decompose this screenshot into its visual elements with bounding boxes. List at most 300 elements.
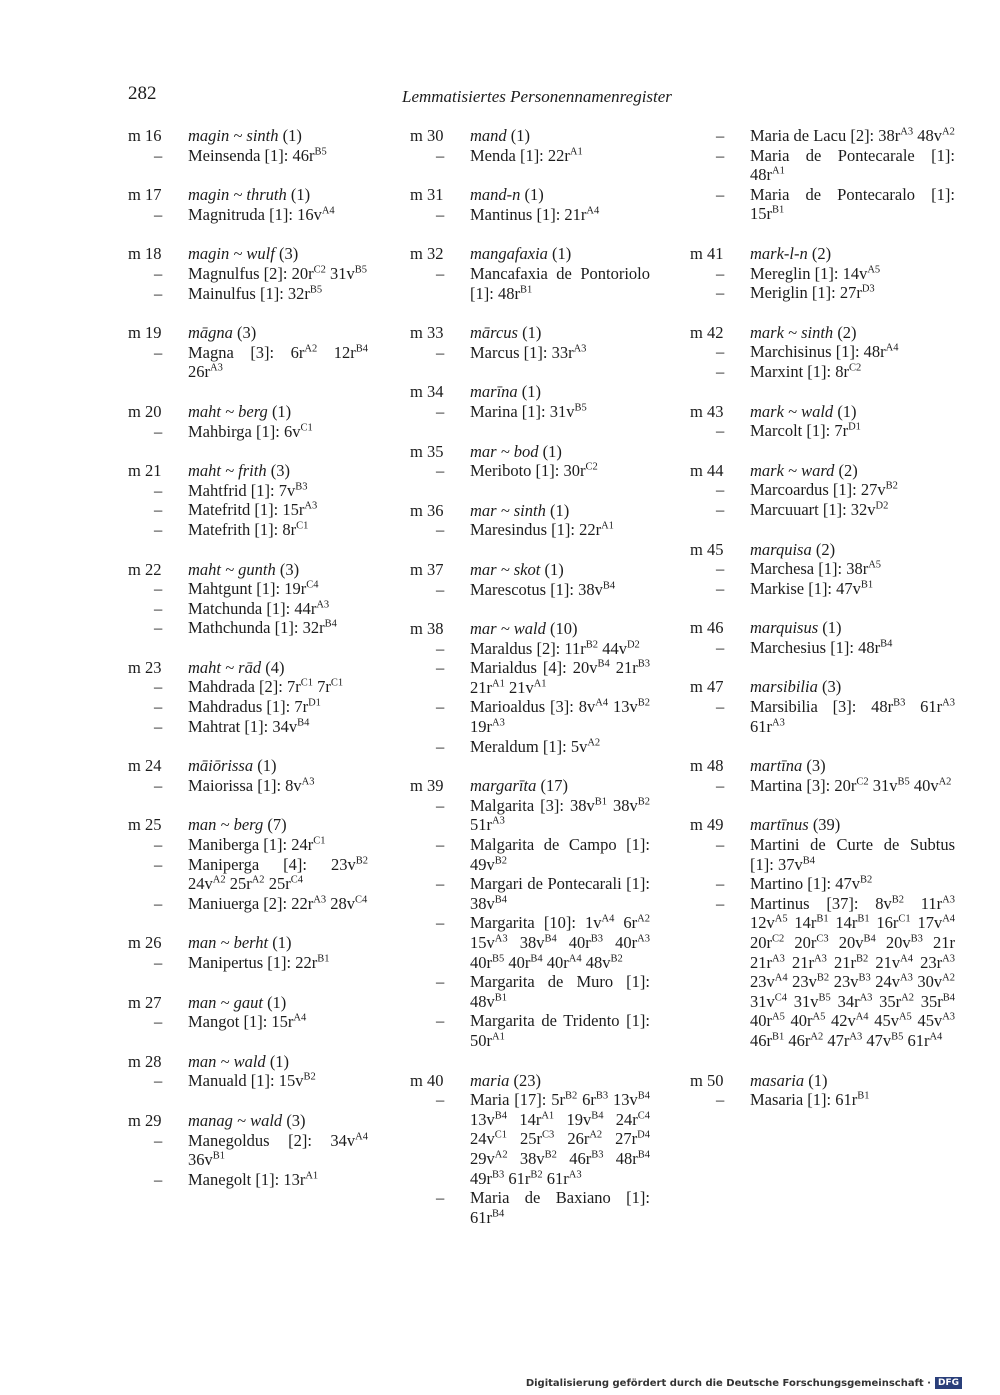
entry-lemma: mar ~ bod — [470, 441, 539, 461]
dash-marker: – — [154, 263, 163, 283]
dash-marker: – — [716, 145, 725, 165]
entry-form — [690, 283, 955, 303]
entry-count: (10) — [549, 619, 578, 639]
dash-marker: – — [154, 893, 163, 913]
index-entry — [690, 677, 955, 736]
dash-marker: – — [716, 578, 725, 598]
entry-count: (1) — [822, 618, 842, 638]
form-text: Maria de Lacu [2]: $38r^{A3}$ $48v^{A2}$ — [750, 126, 955, 145]
entry-lemma: māiōrissa — [188, 756, 254, 776]
entry-head — [128, 402, 368, 422]
index-entry — [410, 126, 650, 165]
entry-form — [410, 972, 650, 1011]
dash-marker: – — [154, 579, 163, 599]
entry-code: m 31 — [410, 185, 444, 205]
entry-form — [128, 953, 368, 973]
entry-head — [410, 776, 650, 796]
index-entry — [128, 323, 368, 382]
entry-lemma: maht ~ berg — [188, 401, 268, 421]
entry-form — [128, 1131, 368, 1170]
entry-code: m 26 — [128, 933, 162, 953]
entry-head — [128, 323, 368, 343]
form-text: Martini de Curte de Subtus [1]: $37v^{B4}$ — [750, 835, 955, 874]
entry-lemma: mar ~ sinth — [470, 500, 546, 520]
entry-count: (1) — [290, 185, 311, 205]
dash-marker: – — [154, 500, 163, 520]
entry-code: m 50 — [690, 1070, 724, 1090]
entry-head — [128, 756, 368, 776]
dash-marker: – — [716, 263, 725, 283]
entry-code: m 30 — [410, 126, 444, 145]
form-text: Matefrith [1]: $8r^{C1}$ — [188, 519, 309, 539]
entry-count: (2) — [837, 322, 857, 342]
dash-marker: – — [436, 736, 445, 756]
form-text: Maniuerga [2]: $22r^{A3}$ $28v^{C4}$ — [188, 893, 368, 913]
dash-marker: – — [154, 697, 163, 717]
dash-marker: – — [154, 835, 163, 855]
form-text: Marsibilia [3]: $48r^{B3}$ $61r^{A3}$ $61r^{A3}$ — [750, 697, 955, 736]
entry-head — [128, 1111, 368, 1131]
entry-head — [410, 560, 650, 580]
entry-form — [690, 894, 955, 1051]
entry-count: (1) — [808, 1070, 828, 1090]
form-text: Magnulfus [2]: $20r^{C2}$ $31v^{B5}$ — [188, 263, 367, 283]
form-text: Marchesa [1]: $38r^{A5}$ — [750, 559, 882, 579]
dash-marker: – — [154, 598, 163, 618]
form-text: Mantinus [1]: $21r^{A4}$ — [470, 204, 600, 224]
index-column-3 — [690, 126, 955, 1130]
index-entry — [410, 776, 650, 1050]
dash-marker: – — [154, 204, 163, 224]
entry-head — [410, 185, 650, 205]
index-entry — [128, 658, 368, 736]
form-text: Martino [1]: $47v^{B2}$ — [750, 874, 873, 894]
entry-code: m 17 — [128, 185, 162, 205]
dash-marker: – — [716, 421, 725, 441]
entry-form — [410, 520, 650, 540]
entry-form — [410, 639, 650, 659]
form-text: Matchunda [1]: $44r^{A3}$ — [188, 598, 330, 618]
entry-code: m 38 — [410, 619, 444, 639]
form-text: Masaria [1]: $61r^{B1}$ — [750, 1090, 870, 1110]
entry-head — [690, 815, 955, 835]
entry-count: (1) — [272, 933, 292, 953]
entry-form — [128, 1071, 368, 1091]
form-text: Maria de Baxiano [1]: $61r^{B4}$ — [470, 1188, 650, 1227]
entry-lemma: masaria — [750, 1070, 805, 1090]
form-text: Matefritd [1]: $15r^{A3}$ — [188, 500, 318, 520]
entry-form — [128, 894, 368, 914]
form-text: Martinus [37]: $8v^{B2}$ $11r^{A3}$ $12v^{A5}$ $14r^{B1}$ $14r^{B1}$ $16r^{C1}$ $17v^{A4}$ $20r^{C2}$ $20r^{C3}$ $20v^{B4}$ $20v^{B3}$ 21r $21r^{A3}$ $21r^{A3}$ $21r^{B2}$ $21v^{A4}$ $23r^{A3}$ $23v^{A4}$ $23v^{B2}$ $23v^{B3}$ $24v^{A3}$ $30v^{A2}$ $31v^{C4}$ $31v^{B5}$ $34r^{A3}$ $35r^{A2}$ $35r^{B4}$ $40r^{A5}$ $40r^{A5}$ $42v^{A4}$ $45v^{A5}$ $45v^{A3}$ $46r^{B1}$ $46r^{A2}$ $47r^{A3}$ $47v^{B5}$ $61r^{A4}$ — [750, 893, 956, 1050]
entry-lemma: man ~ berht — [188, 933, 269, 953]
entry-form — [410, 461, 650, 481]
index-entry — [128, 1052, 368, 1091]
form-text: Maresindus [1]: $22r^{A1}$ — [470, 520, 614, 540]
entry-head — [410, 244, 650, 264]
entry-form — [690, 362, 955, 382]
form-text: Mahdrada [2]: $7r^{C1}$ $7r^{C1}$ — [188, 677, 344, 697]
entry-form — [690, 480, 955, 500]
entry-count: (2) — [838, 460, 858, 480]
entry-form — [128, 205, 368, 225]
entry-code: m 18 — [128, 244, 162, 264]
entry-count: (1) — [524, 185, 544, 205]
entry-lemma: mark ~ ward — [750, 460, 835, 480]
form-text: Marcoardus [1]: $27v^{B2}$ — [750, 480, 898, 500]
dash-marker: – — [154, 342, 163, 362]
form-text: Meinsenda [1]: $46r^{B5}$ — [188, 145, 327, 165]
entry-form — [690, 342, 955, 362]
entry-code: m 47 — [690, 677, 724, 697]
entry-form — [690, 776, 955, 796]
index-entry — [690, 126, 955, 224]
index-entry — [128, 933, 368, 972]
index-entry — [410, 382, 650, 421]
dash-marker: – — [154, 145, 163, 165]
entry-code: m 45 — [690, 539, 724, 559]
entry-form — [128, 146, 368, 166]
form-text: Malgarita [3]: $38v^{B1}$ $38v^{B2}$ $51r^{A3}$ — [470, 795, 650, 835]
form-text: Mangot [1]: $15r^{A4}$ — [188, 1012, 307, 1032]
entry-count: (3) — [821, 677, 842, 697]
entry-lemma: maria — [470, 1070, 510, 1090]
form-text: Marioaldus [3]: $8v^{A4}$ $13v^{B2}$ $19r^{A3}$ — [470, 697, 650, 737]
entry-lemma: marquisa — [750, 539, 812, 559]
index-entry — [410, 1071, 650, 1228]
form-text: Marina [1]: $31v^{B5}$ — [470, 401, 587, 421]
form-text: Marcolt [1]: $7r^{D1}$ — [750, 421, 861, 441]
entry-form — [128, 500, 368, 520]
entry-lemma: man ~ berg — [188, 815, 264, 835]
entry-form — [410, 1188, 650, 1227]
entry-form — [410, 580, 650, 600]
dash-marker: – — [154, 677, 163, 697]
form-text: Mahtfrid [1]: $7v^{B3}$ — [188, 480, 308, 500]
form-text: Meriboto [1]: $30r^{C2}$ — [470, 461, 598, 481]
entry-form — [128, 422, 368, 442]
dash-marker: – — [716, 874, 725, 894]
entry-code: m 25 — [128, 815, 162, 835]
form-text: Manegoldus [2]: $34v^{A4}$ $36v^{B1}$ — [188, 1130, 368, 1170]
entry-code: m 42 — [690, 322, 724, 342]
form-text: Marescotus [1]: $38v^{B4}$ — [470, 579, 616, 599]
index-entry — [128, 1111, 368, 1189]
dash-marker: – — [436, 1188, 445, 1208]
entry-code: m 35 — [410, 441, 444, 461]
entry-head — [690, 244, 955, 264]
entry-head — [128, 560, 368, 580]
entry-lemma: mark ~ wald — [750, 401, 834, 421]
entry-form — [128, 481, 368, 501]
entry-head — [128, 658, 368, 678]
entry-count: (39) — [812, 815, 841, 835]
entry-form — [128, 776, 368, 796]
entry-form — [690, 579, 955, 599]
form-text: Maniperga [4]: $23v^{B2}$ $24v^{A2}$ $25r^{A2}$ $25r^{C4}$ — [188, 854, 368, 894]
entry-code: m 37 — [410, 559, 444, 579]
entry-code: m 36 — [410, 500, 444, 520]
entry-count: (1) — [257, 756, 277, 776]
entry-form — [690, 264, 955, 284]
index-entry — [128, 185, 368, 224]
form-text: Margarita de Tridento [1]: $50r^{A1}$ — [470, 1011, 650, 1050]
entry-code: m 49 — [690, 815, 724, 835]
form-text: Manuald [1]: $15v^{B2}$ — [188, 1071, 316, 1091]
form-text: Meriglin [1]: $27r^{D3}$ — [750, 283, 875, 303]
dash-marker: – — [154, 618, 163, 638]
index-entry — [128, 244, 368, 303]
entry-count: (1) — [269, 1051, 290, 1071]
entry-form — [690, 835, 955, 874]
entry-form — [128, 855, 368, 894]
entry-form — [128, 835, 368, 855]
index-entry — [690, 540, 955, 599]
entry-form — [128, 717, 368, 737]
entry-form — [128, 618, 368, 638]
index-entry — [690, 756, 955, 795]
form-text: Maraldus [2]: $11r^{B2}$ $44v^{D2}$ — [470, 638, 640, 658]
index-entry — [410, 244, 650, 303]
entry-count: (3) — [279, 559, 300, 579]
entry-form — [690, 874, 955, 894]
entry-head — [410, 442, 650, 462]
entry-lemma: manag ~ wald — [188, 1110, 283, 1130]
entry-code: m 22 — [128, 559, 162, 579]
entry-lemma: mark-l-n — [750, 243, 808, 263]
entry-form — [410, 402, 650, 422]
dash-marker: – — [436, 1011, 445, 1031]
dash-marker: – — [716, 184, 725, 204]
entry-head — [128, 461, 368, 481]
entry-form — [128, 579, 368, 599]
entry-code: m 33 — [410, 323, 444, 343]
entry-form — [128, 599, 368, 619]
entry-lemma: maht ~ frith — [188, 461, 267, 481]
entry-count: (1) — [837, 401, 857, 421]
entry-count: (17) — [540, 776, 568, 796]
entry-code: m 19 — [128, 323, 162, 343]
entry-form — [410, 737, 650, 757]
dash-marker: – — [436, 913, 445, 933]
form-text: Maniberga [1]: $24r^{C1}$ — [188, 835, 326, 855]
entry-count: (2) — [811, 243, 832, 263]
entry-lemma: mar ~ wald — [470, 619, 546, 639]
form-text: Maiorissa [1]: $8v^{A3}$ — [188, 775, 315, 795]
entry-form — [410, 874, 650, 913]
dash-marker: – — [716, 480, 725, 500]
entry-form — [410, 343, 650, 363]
entry-count: (1) — [522, 323, 542, 343]
dash-marker: – — [436, 461, 445, 481]
entry-code: m 16 — [128, 126, 162, 145]
entry-form — [128, 343, 368, 382]
entry-lemma: magin ~ sinth — [188, 126, 279, 145]
form-text: Magnitruda [1]: $16v^{A4}$ — [188, 204, 335, 224]
entry-form — [690, 500, 955, 520]
entry-lemma: man ~ gaut — [188, 992, 263, 1012]
index-entry — [128, 461, 368, 539]
entry-code: m 27 — [128, 992, 162, 1012]
footer-text: Digitalisierung gefördert durch die Deutsche Forschungsgemeinschaft · — [525, 1377, 931, 1389]
entry-code: m 32 — [410, 244, 444, 264]
entry-lemma: mārcus — [470, 323, 518, 343]
entry-form — [690, 697, 955, 736]
form-text: Maria de Pontecarale [1]: $48r^{A1}$ — [750, 145, 955, 185]
entry-code: m 41 — [690, 243, 724, 263]
running-head: Lemmatisiertes Personennamenregister — [402, 87, 672, 106]
form-text: Margarita de Muro [1]: $48v^{B1}$ — [470, 972, 650, 1011]
entry-lemma: marsibilia — [750, 677, 818, 697]
form-text: Manegolt [1]: $13r^{A1}$ — [188, 1169, 319, 1189]
entry-lemma: mangafaxia — [470, 244, 548, 264]
entry-count: (2) — [815, 539, 836, 559]
dash-marker: – — [716, 893, 725, 913]
entry-form — [128, 677, 368, 697]
dash-marker: – — [716, 559, 725, 579]
entry-lemma: mand-n — [470, 185, 521, 205]
entry-count: (1) — [521, 382, 542, 402]
dash-marker: – — [436, 204, 445, 224]
entry-code: m 43 — [690, 401, 724, 421]
form-text: Marxint [1]: $8r^{C2}$ — [750, 361, 862, 381]
entry-form — [690, 421, 955, 441]
entry-head — [128, 1052, 368, 1072]
index-column-2 — [410, 126, 650, 1247]
dash-marker: – — [154, 775, 163, 795]
entry-form — [690, 146, 955, 185]
dash-marker: – — [154, 716, 163, 736]
entry-head — [690, 540, 955, 560]
form-text: Martina [3]: $20r^{C2}$ $31v^{B5}$ $40v^{A2}$ — [750, 775, 952, 795]
entry-code: m 29 — [128, 1110, 162, 1130]
entry-code: m 34 — [410, 382, 444, 402]
entry-head — [410, 126, 650, 146]
entry-form — [690, 185, 955, 224]
form-text: Mainulfus [1]: $32r^{B5}$ — [188, 283, 323, 303]
dash-marker: – — [716, 361, 725, 381]
entry-code: m 23 — [128, 657, 162, 677]
entry-lemma: martīnus — [750, 815, 809, 835]
dash-marker: – — [716, 499, 725, 519]
entry-form — [128, 1012, 368, 1032]
entry-count: (1) — [267, 992, 287, 1012]
entry-code: m 48 — [690, 756, 724, 776]
form-text: Maria [17]: $5r^{B2}$ $6r^{B3}$ $13v^{B4}$ $13v^{B4}$ $14r^{A1}$ $19v^{B4}$ $24r^{C4}$ $24v^{C1}$ $25r^{C3}$ $26r^{A2}$ $27r^{D4}$ $29v^{A2}$ $38v^{B2}$ $46r^{B3}$ $48r^{B4}$ $49r^{B3}$ $61r^{B2}$ $61r^{A3}$ — [470, 1090, 651, 1188]
entry-form — [410, 658, 650, 697]
dfg-logo: DFG — [935, 1377, 962, 1389]
form-text: Mereglin [1]: $14v^{A5}$ — [750, 263, 881, 283]
entry-code: m 28 — [128, 1051, 162, 1071]
entry-head — [690, 756, 955, 776]
entry-lemma: mand — [470, 126, 507, 145]
entry-form — [690, 1090, 955, 1110]
entry-lemma: mar ~ skot — [470, 559, 541, 579]
index-entry — [410, 185, 650, 224]
dash-marker: – — [716, 1090, 725, 1110]
dash-marker: – — [436, 401, 445, 421]
entry-head — [690, 461, 955, 481]
index-entry — [128, 560, 368, 638]
form-text: Maria de Pontecaralo [1]: $15r^{B1}$ — [750, 184, 955, 224]
entry-lemma: margarīta — [470, 776, 537, 796]
entry-form — [410, 264, 650, 303]
index-entry — [690, 244, 955, 303]
form-text: Margarita [10]: $1v^{A4}$ $6r^{A2}$ $15v^{A3}$ $38v^{B4}$ $40r^{B3}$ $40r^{A3}$ $40r^{B5}$ $40r^{B4}$ $40r^{A4}$ $48v^{B2}$ — [470, 913, 650, 972]
entry-form — [690, 126, 955, 146]
entry-count: (1) — [271, 401, 292, 421]
dash-marker: – — [436, 658, 445, 678]
index-entry — [410, 560, 650, 599]
entry-form — [410, 146, 650, 166]
form-text: Marialdus [4]: $20v^{B4}$ $21r^{B3}$ $21r^{A1}$ $21v^{A1}$ — [470, 658, 650, 697]
entry-count: (4) — [265, 657, 285, 677]
index-entry — [128, 815, 368, 913]
entry-head — [128, 993, 368, 1013]
dash-marker: – — [436, 697, 445, 717]
entry-code: m 24 — [128, 756, 162, 776]
entry-head — [690, 677, 955, 697]
form-text: Mahdradus [1]: $7r^{D1}$ — [188, 697, 321, 717]
entry-lemma: marīna — [470, 382, 518, 402]
entry-form — [410, 796, 650, 835]
form-text: Marcus [1]: $33r^{A3}$ — [470, 342, 587, 362]
entry-form — [128, 1170, 368, 1190]
entry-lemma: man ~ wald — [188, 1051, 266, 1071]
index-entry — [410, 501, 650, 540]
entry-count: (1) — [282, 126, 302, 145]
footer — [526, 1377, 962, 1389]
index-entry — [410, 323, 650, 362]
entry-head — [128, 244, 368, 264]
entry-head — [128, 815, 368, 835]
dash-marker: – — [436, 972, 445, 992]
entry-head — [690, 1071, 955, 1091]
entry-head — [690, 323, 955, 343]
entry-code: m 46 — [690, 618, 724, 638]
dash-marker: – — [154, 1130, 163, 1150]
entry-form — [410, 1011, 650, 1050]
dash-marker: – — [716, 697, 725, 717]
entry-lemma: maht ~ rād — [188, 657, 262, 677]
dash-marker: – — [154, 1169, 163, 1189]
entry-form — [690, 638, 955, 658]
entry-count: (3) — [270, 461, 290, 481]
entry-count: (7) — [267, 815, 287, 835]
form-text: Malgarita de Campo [1]: $49v^{B2}$ — [470, 835, 650, 874]
dash-marker: – — [436, 1090, 445, 1110]
dash-marker: – — [436, 579, 445, 599]
dash-marker: – — [154, 1012, 163, 1032]
dash-marker: – — [716, 283, 725, 303]
entry-count: (23) — [513, 1070, 542, 1090]
dash-marker: – — [436, 638, 445, 658]
entry-count: (1) — [544, 559, 564, 579]
form-text: Mahbirga [1]: $6v^{C1}$ — [188, 421, 313, 441]
dash-marker: – — [436, 342, 445, 362]
entry-head — [410, 323, 650, 343]
form-text: Mahtgunt [1]: $19r^{C4}$ — [188, 579, 319, 599]
entry-count: (3) — [806, 756, 826, 776]
entry-count: (1) — [510, 126, 531, 145]
entry-head — [690, 402, 955, 422]
dash-marker: – — [154, 283, 163, 303]
entry-code: m 44 — [690, 460, 724, 480]
dash-marker: – — [716, 775, 725, 795]
entry-count: (3) — [237, 323, 257, 343]
form-text: Mancafaxia de Pontoriolo [1]: $48r^{B1}$ — [470, 263, 650, 303]
form-text: Markise [1]: $47v^{B1}$ — [750, 578, 874, 598]
dash-marker: – — [716, 835, 725, 855]
